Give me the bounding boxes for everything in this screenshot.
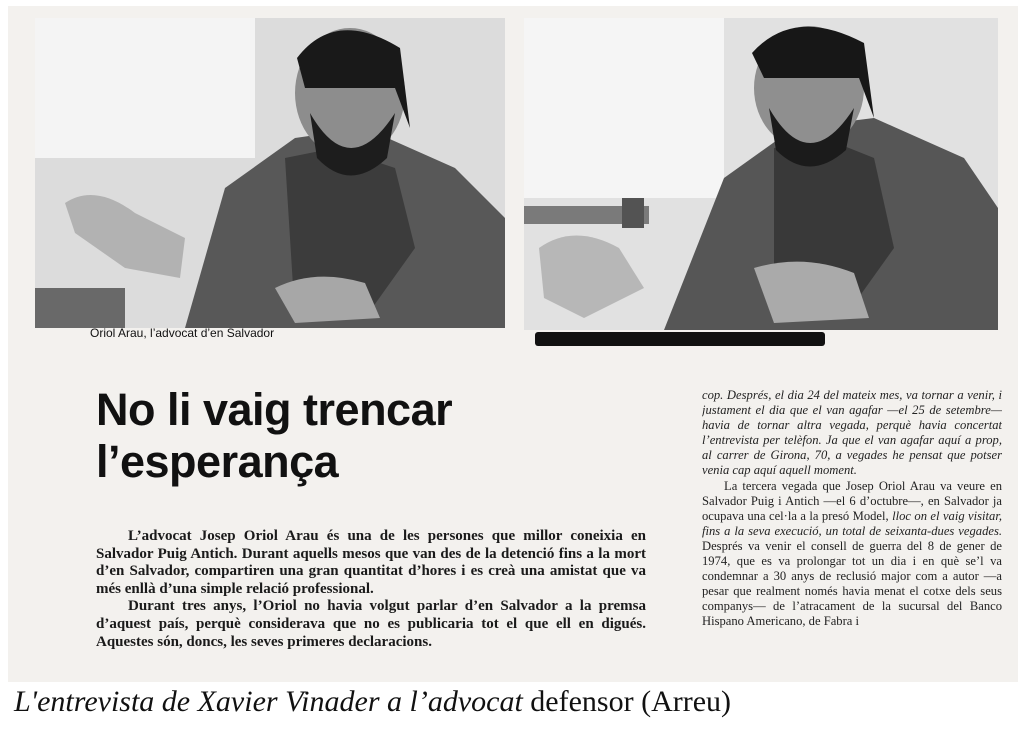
photo-caption: Oriol Arau, l’advocat d’en Salvador — [90, 326, 275, 340]
article-column — [702, 388, 1002, 688]
newspaper-clipping — [8, 6, 1018, 682]
image-caption-normal: defensor (Arreu) — [522, 685, 732, 718]
intro-paragraph-2: Durant tres anys, l’Oriol no havia volgut parlar d’en Salvador a la premsa d’aquest país, perquè considerava que no es publicaria tot el que ell en digués. Aquestes són, doncs, les seves primeres declaracions. — [96, 598, 646, 650]
photo-lawyer-left — [35, 18, 505, 328]
intro-paragraph-1: L’advocat Josep Oriol Arau és una de les persones que millor coneixia en Salvador Puig Antich. Durant aquells mesos que van des de la detenció fins a la mort d’en Salvador, compartiren una gran quantitat d’hores i es creà una amistat que va més enllà d’una simple relació professional. — [96, 528, 646, 597]
column-paragraph-2-a: La tercera vegada que Josep Oriol Arau va veure en Salvador Puig i Antich —el 6 d’octubre—, en Salvador ja ocupava una cel·la a la presó Model, — [702, 478, 1002, 523]
column-paragraph-2 — [702, 479, 1002, 630]
column-paragraph-2-quote: lloc on el vaig visitar, fins a la seva execució, un total de seixanta-dues vegades. — [702, 508, 1002, 538]
article-headline — [96, 384, 536, 488]
image-caption-italic: L'entrevista de Xavier Vinader a l’advocat — [14, 685, 523, 718]
image-caption — [14, 685, 731, 719]
column-paragraph-2-c: Després va venir el consell de guerra del 8 de gener de 1974, que es va prolongar tot un dia i en què se’l va condemnar a 30 anys de reclusió major com a autor —a pesar que realment només havia menat el cotxe dels seus companys— de l’atracament de la sucursal del Banco Hispano Americano, de Fabra i — [702, 538, 1002, 629]
headline-line-1: No li vaig trencar — [96, 384, 453, 435]
column-paragraph-1: cop. Després, el dia 24 del mateix mes, va tornar a venir, i justament el dia que el van agafar —el 25 de setembre— havia de tornar altra vegada, perquè havia concertat l’entrevista per telèfon. Ja que el van agafar aquí a prop, al carrer de Girona, 70, a vegades he pensat que potser venia cap aquí aquell moment. — [702, 388, 1002, 478]
headline-line-2: l’esperança — [96, 436, 339, 487]
redacted-caption-bar — [535, 332, 825, 346]
photo-lawyer-right — [524, 18, 998, 330]
article-intro — [96, 528, 646, 651]
